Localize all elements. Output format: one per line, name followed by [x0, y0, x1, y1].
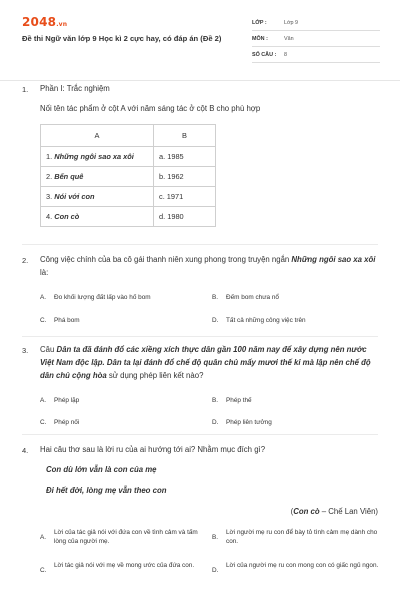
question-prompt: [40, 253, 380, 279]
option-text: Phá bom: [54, 317, 80, 324]
column-header-b: B: [154, 125, 216, 147]
site-logo[interactable]: [22, 15, 67, 29]
work-cell: [41, 207, 154, 227]
question-divider: [22, 244, 378, 245]
question-divider: [22, 434, 378, 435]
option-key: A.: [40, 294, 47, 301]
verse-block-2: [46, 484, 386, 497]
work-title: Những ngôi sao xa xôi: [54, 152, 134, 161]
meta-value: Lớp 9: [284, 19, 299, 26]
option-d[interactable]: [212, 561, 380, 575]
source-author: – Chế Lan Viên): [319, 507, 378, 516]
row-number: 1.: [46, 152, 53, 161]
option-b[interactable]: [212, 293, 279, 302]
question-number: 2.: [22, 256, 29, 265]
option-text: Đo khối lượng đất lấp vào hố bom: [54, 294, 151, 301]
option-d[interactable]: [212, 316, 306, 325]
meta-key: MÔN :: [252, 35, 268, 42]
question-number: 4.: [22, 446, 29, 455]
option-key: B.: [212, 397, 219, 404]
document-title: Đề thi Ngữ văn lớp 9 Học kì 2 cực hay, có đáp án (Đề 2): [22, 34, 222, 43]
row-number: 4.: [46, 212, 53, 221]
option-d[interactable]: [212, 418, 272, 427]
header-divider: [0, 80, 400, 81]
logo-suffix: .vn: [56, 21, 68, 28]
option-text: Đếm bom chưa nổ: [226, 294, 279, 301]
option-key: C.: [40, 419, 47, 426]
option-text: Phép thế: [226, 397, 252, 404]
question-prompt: Nối tên tác phẩm ở cột A với năm sáng tác ở cột B cho phù hợp: [40, 104, 261, 113]
option-text: Lời tác giả nói với mẹ về mong ước của đứa con.: [54, 562, 195, 569]
matching-table: [40, 124, 216, 227]
option-b[interactable]: [212, 528, 380, 546]
prompt-text: Công việc chính của ba cô gái thanh niên xung phong trong truyện ngắn: [40, 255, 292, 264]
option-key: D.: [212, 317, 219, 324]
work-cell: [41, 167, 154, 187]
prompt-text: Câu: [40, 345, 57, 354]
option-key: B.: [212, 534, 219, 541]
option-c[interactable]: [40, 316, 80, 325]
option-text: Tất cả những công việc trên: [226, 317, 306, 324]
option-text: Lời của tác giả nói với đứa con về tình cảm và tấm lòng của người mẹ.: [54, 529, 198, 545]
logo-text: 2048: [22, 15, 57, 29]
option-a[interactable]: [40, 293, 151, 302]
source-work: Con cò: [293, 507, 320, 516]
work-title: Bến quê: [54, 172, 84, 181]
table-row: [41, 207, 216, 227]
question-2: [40, 253, 380, 279]
option-text: Lời người mẹ ru con để bày tỏ tình cảm mẹ dành cho con.: [226, 529, 378, 545]
question-4: [40, 443, 380, 456]
option-c[interactable]: [40, 418, 79, 427]
question-divider: [22, 336, 378, 337]
option-key: B.: [212, 294, 219, 301]
verse-block: [46, 463, 386, 476]
meta-key: LỚP :: [252, 19, 267, 26]
option-key: A.: [40, 534, 47, 541]
meta-row-count: [252, 47, 380, 63]
options-q3: [40, 396, 380, 428]
meta-row-subject: [252, 31, 380, 47]
work-cell: [41, 187, 154, 207]
question-number: 3.: [22, 346, 29, 355]
meta-value: Văn: [284, 35, 294, 42]
option-key: A.: [40, 397, 47, 404]
prompt-emphasis: Những ngôi sao xa xôi: [291, 255, 376, 264]
year-cell: c. 1971: [154, 187, 216, 207]
row-number: 2.: [46, 172, 53, 181]
verse-source: (Con cò – Chế Lan Viên): [290, 507, 378, 516]
meta-row-class: [252, 15, 380, 31]
question-1: [40, 82, 380, 95]
year-cell: d. 1980: [154, 207, 216, 227]
year-cell: b. 1962: [154, 167, 216, 187]
prompt-emphasis: Dân ta đã đánh đổ các xiềng xích thực dân gần 100 năm nay để xây dựng nên nước Việt Nam độc lập. Dân ta lại đánh đổ chế độ quân chủ mấy mươi thế kỉ mà lập nên chế độ dân chủ cộng hòa: [40, 345, 371, 380]
question-1-prompt-wrap: [40, 102, 380, 115]
option-c[interactable]: [40, 561, 210, 575]
option-key: C.: [40, 317, 47, 324]
verse-line: Đi hết đời, lòng mẹ vẫn theo con: [46, 486, 167, 495]
option-text: Phép nối: [54, 419, 80, 426]
question-prompt: Hai câu thơ sau là lời ru của ai hướng tới ai? Nhằm mục đích gì?: [40, 445, 266, 454]
option-key: D.: [212, 567, 219, 574]
section-title: Phần I: Trắc nghiệm: [40, 84, 110, 93]
option-a[interactable]: [40, 396, 79, 405]
option-key: D.: [212, 419, 219, 426]
option-b[interactable]: [212, 396, 252, 405]
option-text: Phép liên tưởng: [226, 419, 272, 426]
table-row: [41, 187, 216, 207]
work-title: Con cò: [54, 212, 80, 221]
question-3: [40, 343, 380, 382]
question-number: 1.: [22, 85, 29, 94]
options-q4: [40, 528, 380, 590]
table-row: [41, 167, 216, 187]
meta-panel: [252, 15, 380, 63]
meta-value: 8: [284, 51, 287, 58]
option-key: C.: [40, 567, 47, 574]
column-header-a: A: [41, 125, 154, 147]
option-text: Lời của người mẹ ru con mong con có giấc ngủ ngon.: [226, 562, 379, 569]
question-prompt: [40, 343, 380, 382]
options-q2: [40, 293, 380, 325]
work-title: Nói với con: [54, 192, 95, 201]
option-a[interactable]: [40, 528, 210, 546]
prompt-text: là:: [40, 268, 49, 277]
header: [0, 0, 400, 78]
work-cell: [41, 147, 154, 167]
prompt-text: sử dụng phép liên kết nào?: [106, 371, 204, 380]
option-text: Phép lặp: [54, 397, 80, 404]
table-row: [41, 147, 216, 167]
row-number: 3.: [46, 192, 53, 201]
year-cell: a. 1985: [154, 147, 216, 167]
meta-key: SỐ CÂU :: [252, 51, 277, 58]
verse-line: Con dù lớn vẫn là con của mẹ: [46, 465, 157, 474]
